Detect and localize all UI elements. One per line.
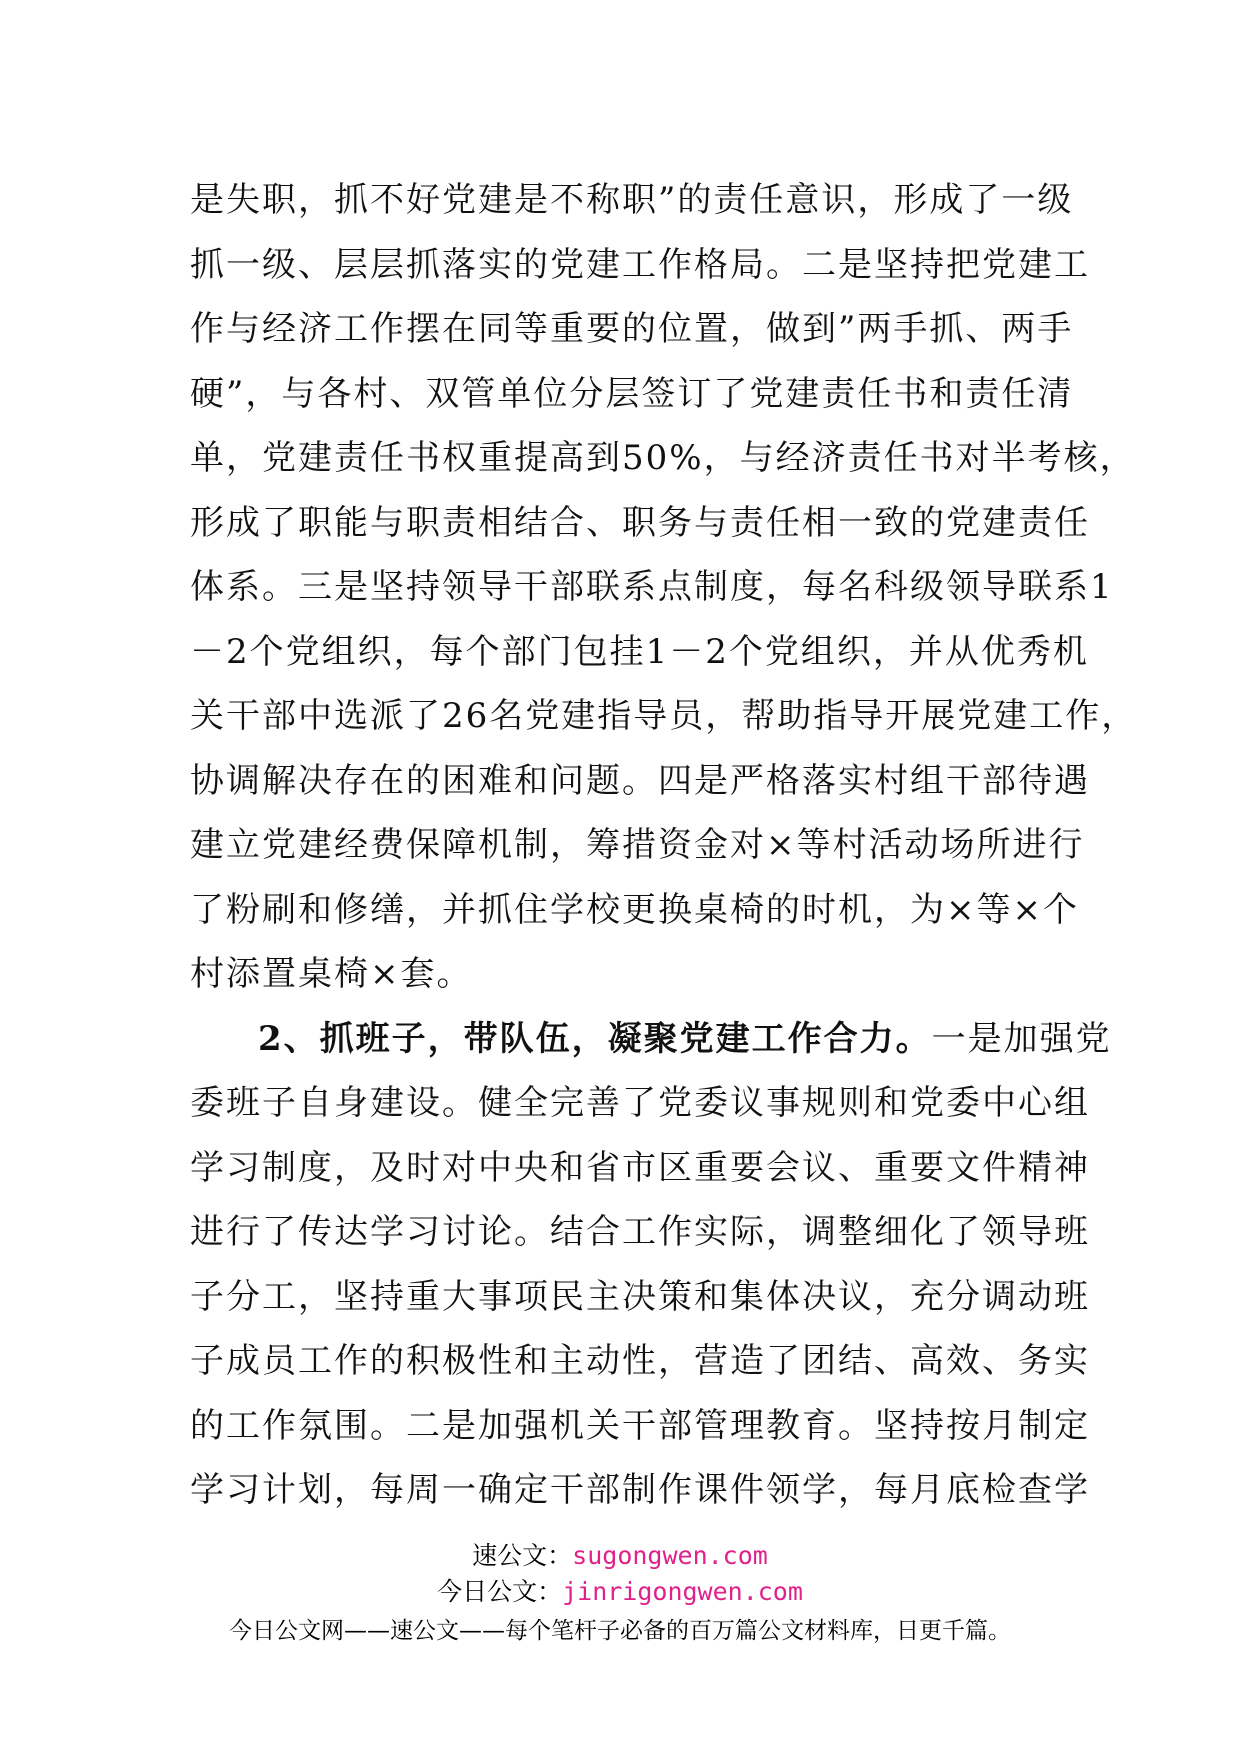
- body-line: 进行了传达学习讨论。结合工作实际，调整细化了领导班: [190, 1212, 1090, 1252]
- body-line: 抓一级、层层抓落实的党建工作格局。二是坚持把党建工: [190, 244, 1090, 285]
- body-line: 协调解决存在的困难和问题。四是严格落实村组干部待遇: [190, 760, 1090, 801]
- body-line: 了粉刷和修缮，并抓住学校更换桌椅的时机，为×等×个: [190, 889, 1079, 930]
- body-line: 体系。三是坚持领导干部联系点制度，每名科级领导联系1: [190, 567, 1114, 607]
- body-line: 硬”，与各村、双管单位分层签订了党建责任书和责任清: [190, 373, 1074, 414]
- body-line: 村添置桌椅×套。: [190, 954, 473, 994]
- body-line: 学习计划，每周一确定干部制作课件领学，每月底检查学: [190, 1470, 1090, 1510]
- footer-jinrigongwen-label: 今日公文：: [437, 1577, 563, 1606]
- body-line: 的工作氛围。二是加强机关干部管理教育。坚持按月制定: [190, 1405, 1090, 1446]
- footer-slogan: 今日公文网——速公文——每个笔杆子必备的百万篇公文材料库，日更千篇。: [229, 1618, 1011, 1644]
- body-line: 子分工，坚持重大事项民主决策和集体决议，充分调动班: [190, 1276, 1090, 1317]
- body-line: －2个党组织，每个部门包挂1－2个党组织，并从优秀机: [190, 631, 1089, 672]
- body-line: 形成了职能与职责相结合、职务与责任相一致的党建责任: [190, 502, 1090, 543]
- footer-sugongwen-link[interactable]: sugongwen.com: [572, 1541, 768, 1570]
- footer-jinrigongwen: [0, 1572, 1240, 1608]
- document-body: [190, 168, 1138, 1523]
- section-2-heading: 2、抓班子，带队伍，凝聚党建工作合力。: [258, 1018, 932, 1059]
- body-line: 单，党建责任书权重提高到50%，与经济责任书对半考核，: [190, 438, 1136, 478]
- body-line: 学习制度，及时对中央和省市区重要会议、重要文件精神: [190, 1147, 1090, 1188]
- section-2-heading-tail: 一是加强党: [931, 1018, 1112, 1059]
- body-line: 关干部中选派了26名党建指导员，帮助指导开展党建工作，: [190, 696, 1138, 736]
- footer-sugongwen: [0, 1536, 1240, 1572]
- section-2-first-line: [190, 1007, 1112, 1072]
- footer-jinrigongwen-link[interactable]: jinrigongwen.com: [562, 1577, 803, 1606]
- body-line: 委班子自身建设。健全完善了党委议事规则和党委中心组: [190, 1083, 1090, 1123]
- body-line: 建立党建经费保障机制，筹措资金对×等村活动场所进行: [190, 825, 1085, 865]
- body-line: 子成员工作的积极性和主动性，营造了团结、高效、务实: [190, 1341, 1090, 1381]
- footer-sugongwen-label: 速公文：: [472, 1541, 573, 1570]
- body-line: 是失职，抓不好党建是不称职”的责任意识，形成了一级: [190, 180, 1074, 220]
- body-line: 作与经济工作摆在同等重要的位置，做到”两手抓、两手: [190, 309, 1074, 349]
